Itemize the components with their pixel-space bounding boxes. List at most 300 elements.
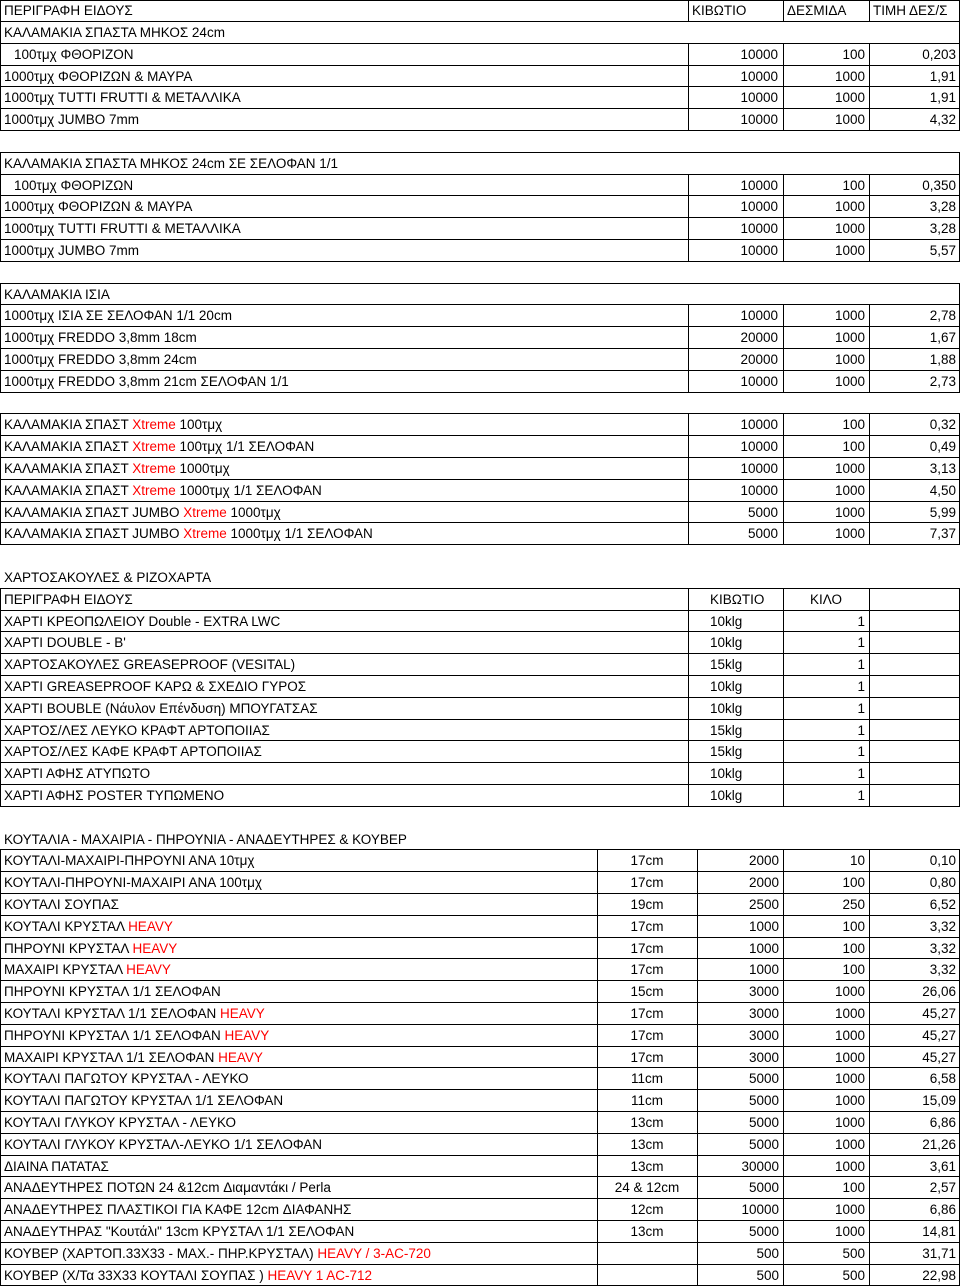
description-text: ΑΝΑΔΕΥΤΗΡΕΣ ΠΛΑΣΤΙΚΟΙ ΓΙΑ ΚΑΦΕ 12cm ΔΙΑΦΑΝΗΣ xyxy=(4,1202,352,1218)
box-qty: 3000 xyxy=(748,1006,779,1021)
header-box: ΚΙΒΩΤΙΟ xyxy=(692,3,747,18)
unit-price: 45,27 xyxy=(922,1027,956,1043)
highlight-text: HEAVY / 3-AC-720 xyxy=(317,1245,431,1261)
bundle-qty: 1000 xyxy=(834,1158,865,1174)
paper-row xyxy=(0,698,960,720)
cutlery-row xyxy=(0,916,960,938)
item-description xyxy=(4,327,684,348)
unit-price: 3,28 xyxy=(929,221,956,237)
cutlery-row xyxy=(0,1112,960,1134)
section-row xyxy=(0,22,960,44)
box-qty: 500 xyxy=(756,1267,779,1283)
box-qty: 10000 xyxy=(740,461,778,476)
highlight-text: HEAVY xyxy=(126,962,171,978)
unit-price: 0,10 xyxy=(929,853,956,869)
item-description xyxy=(4,872,594,893)
header-price: ΤΙΜΗ ΔΕΣ/Σ xyxy=(873,3,948,18)
kilo-qty: 1 xyxy=(857,635,865,651)
box-weight: 15klg xyxy=(710,722,743,738)
cutlery-row xyxy=(0,1265,960,1287)
item-size: 11cm xyxy=(630,1071,663,1087)
item-description: ΧΑΡΤΟΣ/ΛΕΣ ΛΕΥΚΟ ΚΡΑΦΤ ΑΡΤΟΠΟΙΙΑΣ xyxy=(4,722,270,738)
highlight-text: Xtreme xyxy=(132,417,176,433)
unit-price: 1,91 xyxy=(929,68,956,84)
item-size: 17cm xyxy=(630,940,664,956)
cutlery-row xyxy=(0,1177,960,1199)
bundle-qty: 1000 xyxy=(834,373,865,389)
unit-price: 5,57 xyxy=(929,243,956,258)
kilo-qty: 1 xyxy=(857,766,865,782)
paper-row xyxy=(0,763,960,785)
bundle-qty: 1000 xyxy=(834,1224,865,1239)
description-text: ΚΟΥΤΑΛΙ ΚΡΥΣΤΑΛ xyxy=(4,918,129,934)
paper-row xyxy=(0,720,960,742)
box-weight: 15klg xyxy=(710,657,743,673)
kilo-qty: 1 xyxy=(857,722,865,738)
unit-price: 3,61 xyxy=(929,1158,956,1174)
cutlery-row xyxy=(0,1134,960,1156)
description-text: ΑΝΑΔΕΥΤΗΡΕΣ ΠΟΤΩΝ 24 &12cm Διαμαντάκι / Perla xyxy=(4,1180,331,1196)
description-text: 1000τμχ ΙΣΙΑ ΣΕ ΣΕΛΟΦΑΝ 1/1 20cm xyxy=(4,308,232,324)
item-size: 11cm xyxy=(630,1093,663,1109)
box-qty: 5000 xyxy=(748,1224,779,1239)
product-row xyxy=(0,196,960,218)
bundle-qty: 1000 xyxy=(834,984,865,1000)
description-text: ΚΟΥΤΑΛΙ ΓΛΥΚΟΥ ΚΡΥΣΤΑΛ-ΛΕΥΚΟ 1/1 ΣΕΛΟΦΑΝ xyxy=(4,1136,323,1152)
box-qty: 5000 xyxy=(748,1071,779,1087)
item-description xyxy=(4,196,684,217)
box-qty: 10000 xyxy=(740,90,778,106)
product-row xyxy=(0,175,960,197)
item-description: ΧΑΡΤΟΣΑΚΟΥΛΕΣ GREASEPROOF (VESITAL) xyxy=(4,657,296,673)
description-text: 1000τμχ JUMBO 7mm xyxy=(4,243,139,258)
unit-price: 15,09 xyxy=(922,1093,956,1109)
kilo-qty: 1 xyxy=(857,613,865,629)
bundle-qty: 1000 xyxy=(834,243,865,258)
description-text: ΔΙΑΙΝΑ ΠΑΤΑΤΑΣ xyxy=(4,1158,109,1174)
highlight-text: HEAVY 1 AC-712 xyxy=(267,1267,373,1283)
product-row xyxy=(0,109,960,131)
unit-price: 3,28 xyxy=(929,199,956,215)
bundle-qty: 100 xyxy=(842,439,865,455)
highlight-text: HEAVY xyxy=(220,1006,265,1021)
cutlery-row xyxy=(0,1221,960,1243)
bundle-qty: 100 xyxy=(842,1180,865,1196)
box-qty: 500 xyxy=(756,1245,779,1261)
item-description xyxy=(4,371,684,392)
description-text: ΠΗΡΟΥΝΙ ΚΡΥΣΤΑΛ 1/1 ΣΕΛΟΦΑΝ xyxy=(4,984,221,1000)
kilo-qty: 1 xyxy=(857,700,865,716)
spacer-row xyxy=(0,262,960,284)
group-title: ΧΑΡΤΟΣΑΚΟΥΛΕΣ & ΡΙΖΟΧΑΡΤΑ xyxy=(4,570,212,585)
description-text: ΚΟΥΤΑΛΙ ΚΡΥΣΤΑΛ 1/1 ΣΕΛΟΦΑΝ xyxy=(4,1006,221,1021)
description-text: 1000τμχ TUTTI FRUTTI & ΜΕΤΑΛΛΙΚΑ xyxy=(4,90,241,106)
unit-price: 45,27 xyxy=(922,1006,956,1021)
product-row xyxy=(0,66,960,88)
box-qty: 20000 xyxy=(740,330,778,346)
description-text: ΚΟΥΒΕΡ (Χ/Τα 33Χ33 ΚΟΥΤΑΛΙ ΣΟΥΠΑΣ ) xyxy=(4,1267,268,1283)
unit-price: 21,26 xyxy=(922,1136,956,1152)
cutlery-row xyxy=(0,1090,960,1112)
item-size: 13cm xyxy=(630,1158,664,1174)
unit-price: 6,58 xyxy=(929,1071,956,1087)
description-text: ΚΑΛΑΜΑΚΙΑ ΣΠΑΣΤ JUMBO xyxy=(4,504,184,520)
item-size: 17cm xyxy=(630,918,664,934)
highlight-text: HEAVY xyxy=(224,1027,270,1043)
item-description xyxy=(4,436,684,457)
description-text: ΚΑΛΑΜΑΚΙΑ ΣΠΑΣΤ xyxy=(4,461,133,476)
unit-price: 1,88 xyxy=(929,352,956,367)
item-description xyxy=(4,1243,594,1264)
description-text: ΚΟΥΤΑΛΙ ΣΟΥΠΑΣ xyxy=(4,897,119,912)
paper-row xyxy=(0,632,960,654)
bundle-qty: 1000 xyxy=(834,68,865,84)
description-text: ΚΟΥΤΑΛΙ-ΠΗΡΟΥΝΙ-ΜΑΧΑΙΡΙ ΑΝΑ 100τμχ xyxy=(4,875,262,891)
section-title: ΚΑΛΑΜΑΚΙΑ ΙΣΙΑ xyxy=(4,286,110,302)
item-description xyxy=(4,414,684,435)
product-row xyxy=(0,327,960,349)
cutlery-row xyxy=(0,850,960,872)
cutlery-row xyxy=(0,959,960,981)
unit-price: 26,06 xyxy=(922,984,956,1000)
unit-price: 2,73 xyxy=(929,373,956,389)
description-text: ΠΗΡΟΥΝΙ ΚΡΥΣΤΑΛ 1/1 ΣΕΛΟΦΑΝ xyxy=(4,1027,225,1043)
spacer-row xyxy=(0,545,960,567)
table-header-row xyxy=(0,0,960,22)
item-description: ΧΑΡΤΙ ΑΦΗΣ POSTER ΤΥΠΩΜΕΝΟ xyxy=(4,788,225,803)
description-text: ΚΑΛΑΜΑΚΙΑ ΣΠΑΣΤ xyxy=(4,482,133,498)
item-description xyxy=(4,1221,594,1242)
section-row xyxy=(0,153,960,175)
box-qty: 1000 xyxy=(748,962,779,978)
box-weight: 10klg xyxy=(710,635,743,651)
bundle-qty: 1000 xyxy=(834,308,865,324)
description-text: 1000τμχ FREDDO 3,8mm 18cm xyxy=(4,330,197,346)
description-text: ΚΟΥΤΑΛΙ-ΜΑΧΑΙΡΙ-ΠΗΡΟΥΝΙ ΑΝΑ 10τμχ xyxy=(4,853,255,869)
description-tail: 1000τμχ xyxy=(226,504,281,520)
kilo-qty: 1 xyxy=(857,679,865,694)
item-size: 17cm xyxy=(630,962,664,978)
box-qty: 20000 xyxy=(740,352,778,367)
description-text: ΑΝΑΔΕΥΤΗΡΑΣ "Κουτάλι" 13cm ΚΡΥΣΤΑΛ 1/1 ΣΕΛΟΦΑΝ xyxy=(4,1224,355,1239)
item-description xyxy=(4,66,684,87)
unit-price: 0,32 xyxy=(929,417,956,433)
cutlery-row xyxy=(0,1068,960,1090)
bundle-qty: 100 xyxy=(842,940,865,956)
description-tail: 1000τμχ xyxy=(175,461,230,476)
highlight-text: Xtreme xyxy=(132,439,176,455)
bundle-qty: 1000 xyxy=(834,1071,865,1087)
item-description xyxy=(4,305,684,326)
item-description xyxy=(4,218,684,239)
item-size: 13cm xyxy=(630,1136,664,1152)
unit-price: 6,86 xyxy=(929,1202,956,1218)
product-row xyxy=(0,44,960,66)
item-description: ΠΕΡΙΓΡΑΦΗ ΕΙΔΟΥΣ xyxy=(4,591,133,607)
box-qty: 3000 xyxy=(748,1027,779,1043)
item-size: 17cm xyxy=(630,875,664,891)
bundle-qty: 1000 xyxy=(834,330,865,346)
item-description xyxy=(4,523,684,544)
item-size: 17cm xyxy=(630,1006,664,1021)
unit-price: 0,80 xyxy=(929,875,956,891)
bundle-qty: 1000 xyxy=(834,1115,865,1130)
paper-row xyxy=(0,611,960,633)
unit-price: 2,57 xyxy=(929,1180,956,1196)
description-text: ΚΑΛΑΜΑΚΙΑ ΣΠΑΣΤ JUMBO xyxy=(4,526,184,542)
kilo-qty: 1 xyxy=(857,788,865,803)
item-description xyxy=(4,109,684,130)
bundle-qty: 100 xyxy=(842,46,865,62)
item-description xyxy=(4,1003,594,1024)
product-row xyxy=(0,305,960,327)
bundle-qty: 100 xyxy=(842,918,865,934)
item-description xyxy=(4,240,684,261)
product-row xyxy=(0,218,960,240)
item-description: ΧΑΡΤΟΣ/ΛΕΣ ΚΑΦΕ ΚΡΑΦΤ ΑΡΤΟΠΟΙΙΑΣ xyxy=(4,744,262,760)
group-title: ΚΟΥΤΑΛΙΑ - ΜΑΧΑΙΡΙΑ - ΠΗΡΟΥΝΙΑ - ΑΝΑΔΕΥΤΗΡΕΣ & ΚΟΥΒΕΡ xyxy=(4,831,407,847)
bundle-qty: 10 xyxy=(849,853,865,869)
item-description xyxy=(4,349,684,370)
bundle-qty: 1000 xyxy=(834,221,865,237)
unit-price: 3,13 xyxy=(929,461,956,476)
cutlery-row xyxy=(0,1199,960,1221)
unit-price: 6,52 xyxy=(929,897,956,912)
unit-price: 1,67 xyxy=(929,330,956,346)
item-description xyxy=(4,916,594,937)
bundle-qty: 1000 xyxy=(834,1136,865,1152)
unit-price: 7,37 xyxy=(929,526,956,542)
kilo-qty: ΚΙΛΟ xyxy=(810,591,842,607)
description-tail: 100τμχ 1/1 ΣΕΛΟΦΑΝ xyxy=(175,439,315,455)
bundle-qty: 1000 xyxy=(834,1202,865,1218)
product-row xyxy=(0,87,960,109)
box-qty: 5000 xyxy=(748,1115,779,1130)
bundle-qty: 1000 xyxy=(834,1006,865,1021)
group-title-row xyxy=(0,829,960,851)
cutlery-row xyxy=(0,1025,960,1047)
unit-price: 6,86 xyxy=(929,1115,956,1130)
box-weight: 10klg xyxy=(710,788,743,803)
cutlery-row xyxy=(0,1003,960,1025)
box-qty: 5000 xyxy=(747,526,778,542)
paper-row xyxy=(0,785,960,807)
bundle-qty: 1000 xyxy=(834,1027,865,1043)
bundle-qty: 1000 xyxy=(834,352,865,367)
description-text: ΚΟΥΤΑΛΙ ΠΑΓΩΤΟΥ ΚΡΥΣΤΑΛ 1/1 ΣΕΛΟΦΑΝ xyxy=(4,1093,284,1109)
item-size: 12cm xyxy=(630,1202,664,1218)
box-qty: 2000 xyxy=(748,853,779,869)
box-qty: 10000 xyxy=(740,46,778,62)
kilo-qty: 1 xyxy=(857,657,865,673)
bundle-qty: 500 xyxy=(842,1245,865,1261)
description-text: 1000τμχ JUMBO 7mm xyxy=(4,112,139,128)
paper-row xyxy=(0,676,960,698)
item-description xyxy=(4,1090,594,1111)
item-description xyxy=(4,1025,594,1046)
description-text: 1000τμχ ΦΘΟΡΙΖΩΝ & ΜΑΥΡΑ xyxy=(4,68,193,84)
item-description xyxy=(4,1047,594,1068)
item-description xyxy=(4,1199,594,1220)
item-description xyxy=(4,850,594,871)
item-description: ΧΑΡΤΙ BOUBLE (Νάυλον Επένδυση) ΜΠΟΥΓΑΤΣΑΣ xyxy=(4,700,318,716)
cutlery-row xyxy=(0,1047,960,1069)
paper-row xyxy=(0,741,960,763)
item-description: ΧΑΡΤΙ GREASEPROOF ΚΑΡΩ & ΣΧΕΔΙΟ ΓΥΡΟΣ xyxy=(4,679,307,694)
unit-price: 4,32 xyxy=(929,112,956,128)
box-qty: 5000 xyxy=(747,504,778,520)
box-qty: 10000 xyxy=(740,439,778,455)
unit-price: 0,49 xyxy=(929,439,956,455)
item-description xyxy=(14,175,694,196)
description-text: 100τμχ ΦΘΟΡΙΖΩΝ xyxy=(14,177,134,193)
spacer-row xyxy=(0,807,960,829)
header-description: ΠΕΡΙΓΡΑΦΗ ΕΙΔΟΥΣ xyxy=(4,3,133,18)
item-description xyxy=(4,894,594,915)
bundle-qty: 1000 xyxy=(834,1093,865,1109)
item-description xyxy=(4,1177,594,1198)
item-description xyxy=(4,959,594,980)
description-text: 1000τμχ FREDDO 3,8mm 21cm ΣΕΛΟΦΑΝ 1/1 xyxy=(4,373,289,389)
description-tail: 1000τμχ 1/1 ΣΕΛΟΦΑΝ xyxy=(226,526,373,542)
box-qty: 2000 xyxy=(748,875,779,891)
cutlery-row xyxy=(0,1156,960,1178)
unit-price: 3,32 xyxy=(929,918,956,934)
unit-price: 22,98 xyxy=(922,1267,956,1283)
item-size xyxy=(599,1243,695,1264)
item-size xyxy=(599,1265,695,1286)
bundle-qty: 1000 xyxy=(834,526,865,542)
description-text: ΚΟΥΒΕΡ (ΧΑΡΤΟΠ.33Χ33 - ΜΑΧ.- ΠΗΡ.ΚΡΥΣΤΑΛ) xyxy=(4,1245,318,1261)
paper-header-row xyxy=(0,589,960,611)
description-text: ΚΑΛΑΜΑΚΙΑ ΣΠΑΣΤ xyxy=(4,417,133,433)
unit-price: 1,91 xyxy=(929,90,956,106)
item-description xyxy=(4,87,684,108)
bundle-qty: 1000 xyxy=(834,461,865,476)
section-title: ΚΑΛΑΜΑΚΙΑ ΣΠΑΣΤΑ ΜΗΚΟΣ 24cm ΣΕ ΣΕΛΟΦΑΝ 1/1 xyxy=(4,155,339,171)
box-qty: 10000 xyxy=(740,308,778,324)
highlight-text: HEAVY xyxy=(132,940,178,956)
box-qty: 10000 xyxy=(740,68,778,84)
box-qty: 2500 xyxy=(748,897,779,912)
section-row xyxy=(0,284,960,306)
header-bundle: ΔΕΣΜΙΔΑ xyxy=(787,3,847,18)
item-description xyxy=(4,1265,594,1286)
item-size: 19cm xyxy=(630,897,664,912)
item-description: ΧΑΡΤΙ ΑΦΗΣ ΑΤΥΠΩΤΟ xyxy=(4,766,151,782)
description-text: ΠΗΡΟΥΝΙ ΚΡΥΣΤΑΛ xyxy=(4,940,133,956)
item-description: ΧΑΡΤΙ DOUBLE - B' xyxy=(4,635,126,651)
box-qty: 3000 xyxy=(748,984,779,1000)
bundle-qty: 1000 xyxy=(834,1049,865,1065)
bundle-qty: 100 xyxy=(842,177,865,193)
product-row xyxy=(0,240,960,262)
box-qty: 10000 xyxy=(740,199,778,215)
item-size: 15cm xyxy=(630,984,664,1000)
unit-price: 31,71 xyxy=(922,1245,956,1261)
box-weight: ΚΙΒΩΤΙΟ xyxy=(710,591,765,607)
item-size: 17cm xyxy=(630,1049,664,1065)
item-description xyxy=(4,938,594,959)
box-qty: 10000 xyxy=(740,417,778,433)
item-size: 17cm xyxy=(630,853,664,869)
item-description xyxy=(4,981,594,1002)
description-tail: 100τμχ xyxy=(175,417,223,433)
item-description xyxy=(4,1134,594,1155)
spacer-row xyxy=(0,393,960,415)
box-qty: 10000 xyxy=(740,221,778,237)
bundle-qty: 1000 xyxy=(834,112,865,128)
unit-price: 3,32 xyxy=(929,962,956,978)
product-row xyxy=(0,502,960,524)
cutlery-row xyxy=(0,1243,960,1265)
unit-price: 5,99 xyxy=(929,504,956,520)
section-title: ΚΑΛΑΜΑΚΙΑ ΣΠΑΣΤΑ ΜΗΚΟΣ 24cm xyxy=(4,25,225,40)
box-weight: 15klg xyxy=(710,744,743,760)
box-qty: 1000 xyxy=(748,918,779,934)
description-text: ΜΑΧΑΙΡΙ ΚΡΥΣΤΑΛ xyxy=(4,962,127,978)
unit-price: 4,50 xyxy=(929,482,956,498)
description-text: ΚΑΛΑΜΑΚΙΑ ΣΠΑΣΤ xyxy=(4,439,133,455)
product-row xyxy=(0,523,960,545)
group-title-row xyxy=(0,567,960,589)
product-row xyxy=(0,436,960,458)
item-description xyxy=(14,44,694,65)
box-qty: 30000 xyxy=(741,1158,779,1174)
item-size: 17cm xyxy=(630,1027,664,1043)
highlight-text: Xtreme xyxy=(132,461,176,476)
bundle-qty: 100 xyxy=(842,962,865,978)
description-text: ΚΟΥΤΑΛΙ ΠΑΓΩΤΟΥ ΚΡΥΣΤΑΛ - ΛΕΥΚΟ xyxy=(4,1071,249,1087)
box-qty: 10000 xyxy=(740,112,778,128)
description-text: 1000τμχ FREDDO 3,8mm 24cm xyxy=(4,352,197,367)
bundle-qty: 1000 xyxy=(834,199,865,215)
description-text: 100τμχ ΦΘΟΡΙΖΟΝ xyxy=(14,46,134,62)
item-description xyxy=(4,458,684,479)
box-qty: 3000 xyxy=(748,1049,779,1065)
bundle-qty: 1000 xyxy=(834,90,865,106)
product-row xyxy=(0,414,960,436)
cutlery-row xyxy=(0,938,960,960)
item-size: 13cm xyxy=(630,1224,664,1239)
bundle-qty: 100 xyxy=(842,875,865,891)
item-description xyxy=(4,502,684,523)
box-weight: 10klg xyxy=(710,613,743,629)
paper-row xyxy=(0,654,960,676)
bundle-qty: 100 xyxy=(842,417,865,433)
box-qty: 10000 xyxy=(740,373,778,389)
unit-price: 45,27 xyxy=(922,1049,956,1065)
description-text: ΚΟΥΤΑΛΙ ΓΛΥΚΟΥ ΚΡΥΣΤΑΛ - ΛΕΥΚΟ xyxy=(4,1115,237,1130)
box-qty: 5000 xyxy=(748,1093,779,1109)
description-tail: 1000τμχ 1/1 ΣΕΛΟΦΑΝ xyxy=(175,482,322,498)
description-text: ΜΑΧΑΙΡΙ ΚΡΥΣΤΑΛ 1/1 ΣΕΛΟΦΑΝ xyxy=(4,1049,219,1065)
spacer-row xyxy=(0,131,960,153)
cutlery-row xyxy=(0,981,960,1003)
highlight-text: Xtreme xyxy=(183,526,227,542)
unit-price: 0,203 xyxy=(922,46,956,62)
product-row xyxy=(0,371,960,393)
product-row xyxy=(0,480,960,502)
box-qty: 10000 xyxy=(740,243,778,258)
product-row xyxy=(0,349,960,371)
cutlery-row xyxy=(0,894,960,916)
kilo-qty: 1 xyxy=(857,744,865,760)
box-weight: 10klg xyxy=(710,700,743,716)
unit-price: 14,81 xyxy=(922,1224,956,1239)
item-description xyxy=(4,1156,594,1177)
unit-price: 2,78 xyxy=(929,308,956,324)
